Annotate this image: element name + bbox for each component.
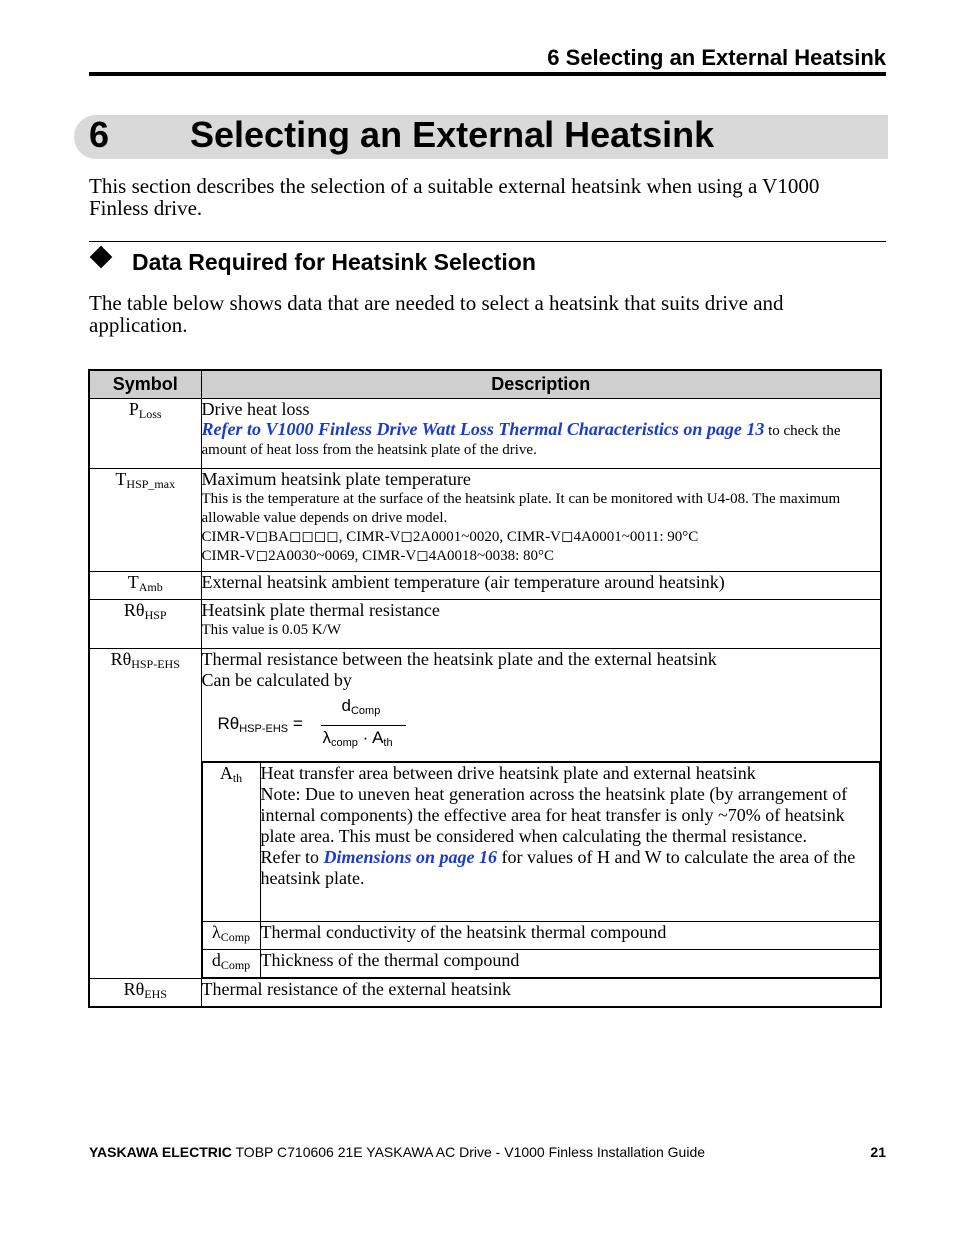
table-row	[89, 600, 881, 649]
footer-document-info	[89, 1142, 705, 1162]
description-title: Maximum heatsink plate temperature	[201, 469, 471, 489]
footer-brand: YASKAWA ELECTRIC	[89, 1144, 232, 1160]
description-cell	[201, 649, 881, 762]
symbol-cell	[89, 979, 201, 1007]
symbol-main: Rθ	[110, 649, 132, 669]
symbol-subscript: th	[232, 771, 243, 785]
description-cell	[201, 572, 881, 600]
formula-fraction-bar	[321, 725, 406, 726]
symbol-subscript: Amb	[138, 580, 163, 594]
formula-lhs-subscript: HSP-EHS	[239, 723, 289, 735]
description-cell	[260, 922, 880, 950]
symbol-subscript: EHS	[144, 987, 167, 1001]
formula-num-subscript: Comp	[350, 705, 381, 717]
description-title: External heatsink ambient temperature (air temperature around heatsink)	[201, 572, 725, 592]
symbol-main: Rθ	[123, 600, 145, 620]
watt-loss-link[interactable]: Refer to V1000 Finless Drive Watt Loss Thermal Characteristics on page 13	[201, 419, 765, 439]
table-row	[89, 469, 881, 572]
header-rule	[89, 72, 886, 76]
formula-equals: =	[292, 714, 303, 733]
formula-denominator	[323, 727, 393, 748]
running-header: 6 Selecting an External Heatsink	[547, 45, 886, 70]
formula-numerator	[342, 695, 381, 716]
description-cell	[201, 979, 881, 1007]
description-title: Thermal resistance of the external heatsink	[201, 979, 511, 999]
symbol-cell	[202, 922, 260, 950]
symbol-cell	[89, 600, 201, 649]
formula-den-lambda: λ	[322, 728, 331, 747]
description-cell	[201, 600, 881, 649]
symbol-cell	[202, 950, 260, 978]
table-row	[202, 950, 880, 978]
table-row	[202, 922, 880, 950]
model-list-90c: CIMR-V◻BA◻◻◻◻, CIMR-V◻2A0001~0020, CIMR-V◻4A0001~0011: 90°C	[201, 529, 699, 545]
description-title: Thermal resistance between the heatsink plate and the external heatsink	[201, 649, 717, 669]
symbol-subscript: HSP-EHS	[131, 657, 180, 671]
symbol-main: A	[219, 763, 233, 783]
thermal-resistance-formula	[202, 691, 881, 761]
description-text	[202, 420, 881, 460]
description-title: Heatsink plate thermal resistance	[201, 600, 440, 620]
section-number: 6	[89, 114, 110, 155]
description-title: Drive heat loss	[201, 399, 310, 419]
table-row	[89, 399, 881, 469]
table-row	[89, 572, 881, 600]
symbol-cell	[202, 763, 260, 922]
formula-den-area: A	[372, 728, 384, 747]
section-title: Selecting an External Heatsink	[190, 114, 715, 155]
symbol-subscript: HSP	[144, 608, 167, 622]
symbol-cell	[89, 469, 201, 572]
symbol-main: d	[211, 950, 221, 970]
symbol-subscript: Comp	[220, 958, 251, 972]
formula-dot: ·	[357, 728, 373, 747]
symbol-main: T	[115, 469, 127, 489]
description-cell	[260, 763, 880, 922]
symbol-cell	[89, 399, 201, 469]
table-row	[89, 979, 881, 1007]
description-cell	[201, 469, 881, 572]
symbol-main: Rθ	[123, 979, 145, 999]
symbol-subscript: HSP_max	[126, 477, 176, 491]
symbol-main: P	[128, 399, 139, 419]
refer-trailing-text: for values of H and W to calculate the area of the heatsink plate.	[260, 847, 856, 888]
formula-lhs-symbol: Rθ	[217, 714, 240, 733]
description-title: Thermal conductivity of the heatsink thermal compound	[260, 922, 667, 942]
diamond-bullet-icon	[90, 246, 113, 269]
formula-den-lambda-subscript: comp	[331, 737, 358, 749]
symbol-main: T	[127, 572, 139, 592]
description-text: This is the temperature at the surface of the heatsink plate. It can be monitored with U4-08. The maximum allowable value depends on drive model.	[201, 491, 841, 526]
description-title: Thickness of the thermal compound	[260, 950, 520, 970]
description-text	[261, 847, 880, 889]
symbol-subscript: Comp	[220, 930, 251, 944]
dimensions-link[interactable]: Dimensions on page 16	[323, 847, 498, 867]
heatsink-data-table	[88, 369, 882, 1008]
description-text: This value is 0.05 K/W	[201, 622, 342, 638]
symbol-subscript: Loss	[138, 407, 162, 421]
table-row	[89, 649, 881, 762]
model-list-80c: CIMR-V◻2A0030~0069, CIMR-V◻4A0018~0038: 80°C	[201, 548, 555, 564]
description-note: Note: Due to uneven heat generation across the heatsink plate (by arrangement of internal components) the effective area for heat transfer is only ~70% of heatsink plate area. This must be considered when calculating the thermal resistance.	[260, 784, 848, 846]
symbol-cell	[89, 572, 201, 600]
symbol-main: λ	[211, 922, 221, 942]
table-row	[202, 763, 880, 922]
table-intro-paragraph: The table below shows data that are needed to select a heatsink that suits drive and application.	[89, 291, 784, 337]
sub-parameter-table	[202, 762, 881, 978]
page-number: 21	[870, 1144, 886, 1160]
subsection-heading: Data Required for Heatsink Selection	[132, 249, 536, 275]
refer-text: Refer to	[260, 847, 324, 867]
table-row	[89, 762, 881, 979]
footer-doc-title: TOBP C710606 21E YASKAWA AC Drive - V1000 Finless Installation Guide	[231, 1144, 706, 1160]
link-trailing-text: to check the amount of heat loss from the heatsink plate of the drive.	[201, 423, 841, 458]
table-header-row	[89, 370, 881, 399]
header-description: Description	[201, 370, 881, 399]
description-cell	[201, 399, 881, 469]
formula-lhs	[218, 713, 303, 734]
sub-parameter-cell	[201, 762, 881, 979]
description-title: Heat transfer area between drive heatsink plate and external heatsink	[260, 763, 756, 783]
subsection-rule	[89, 241, 886, 242]
symbol-cell	[89, 649, 201, 979]
description-text: Can be calculated by	[201, 670, 352, 690]
header-symbol: Symbol	[89, 370, 201, 399]
description-cell	[260, 950, 880, 978]
intro-paragraph: This section describes the selection of a suitable external heatsink when using a V1000 Finless drive.	[89, 174, 820, 220]
formula-num-symbol: d	[341, 696, 351, 715]
formula-den-area-subscript: th	[383, 737, 393, 749]
